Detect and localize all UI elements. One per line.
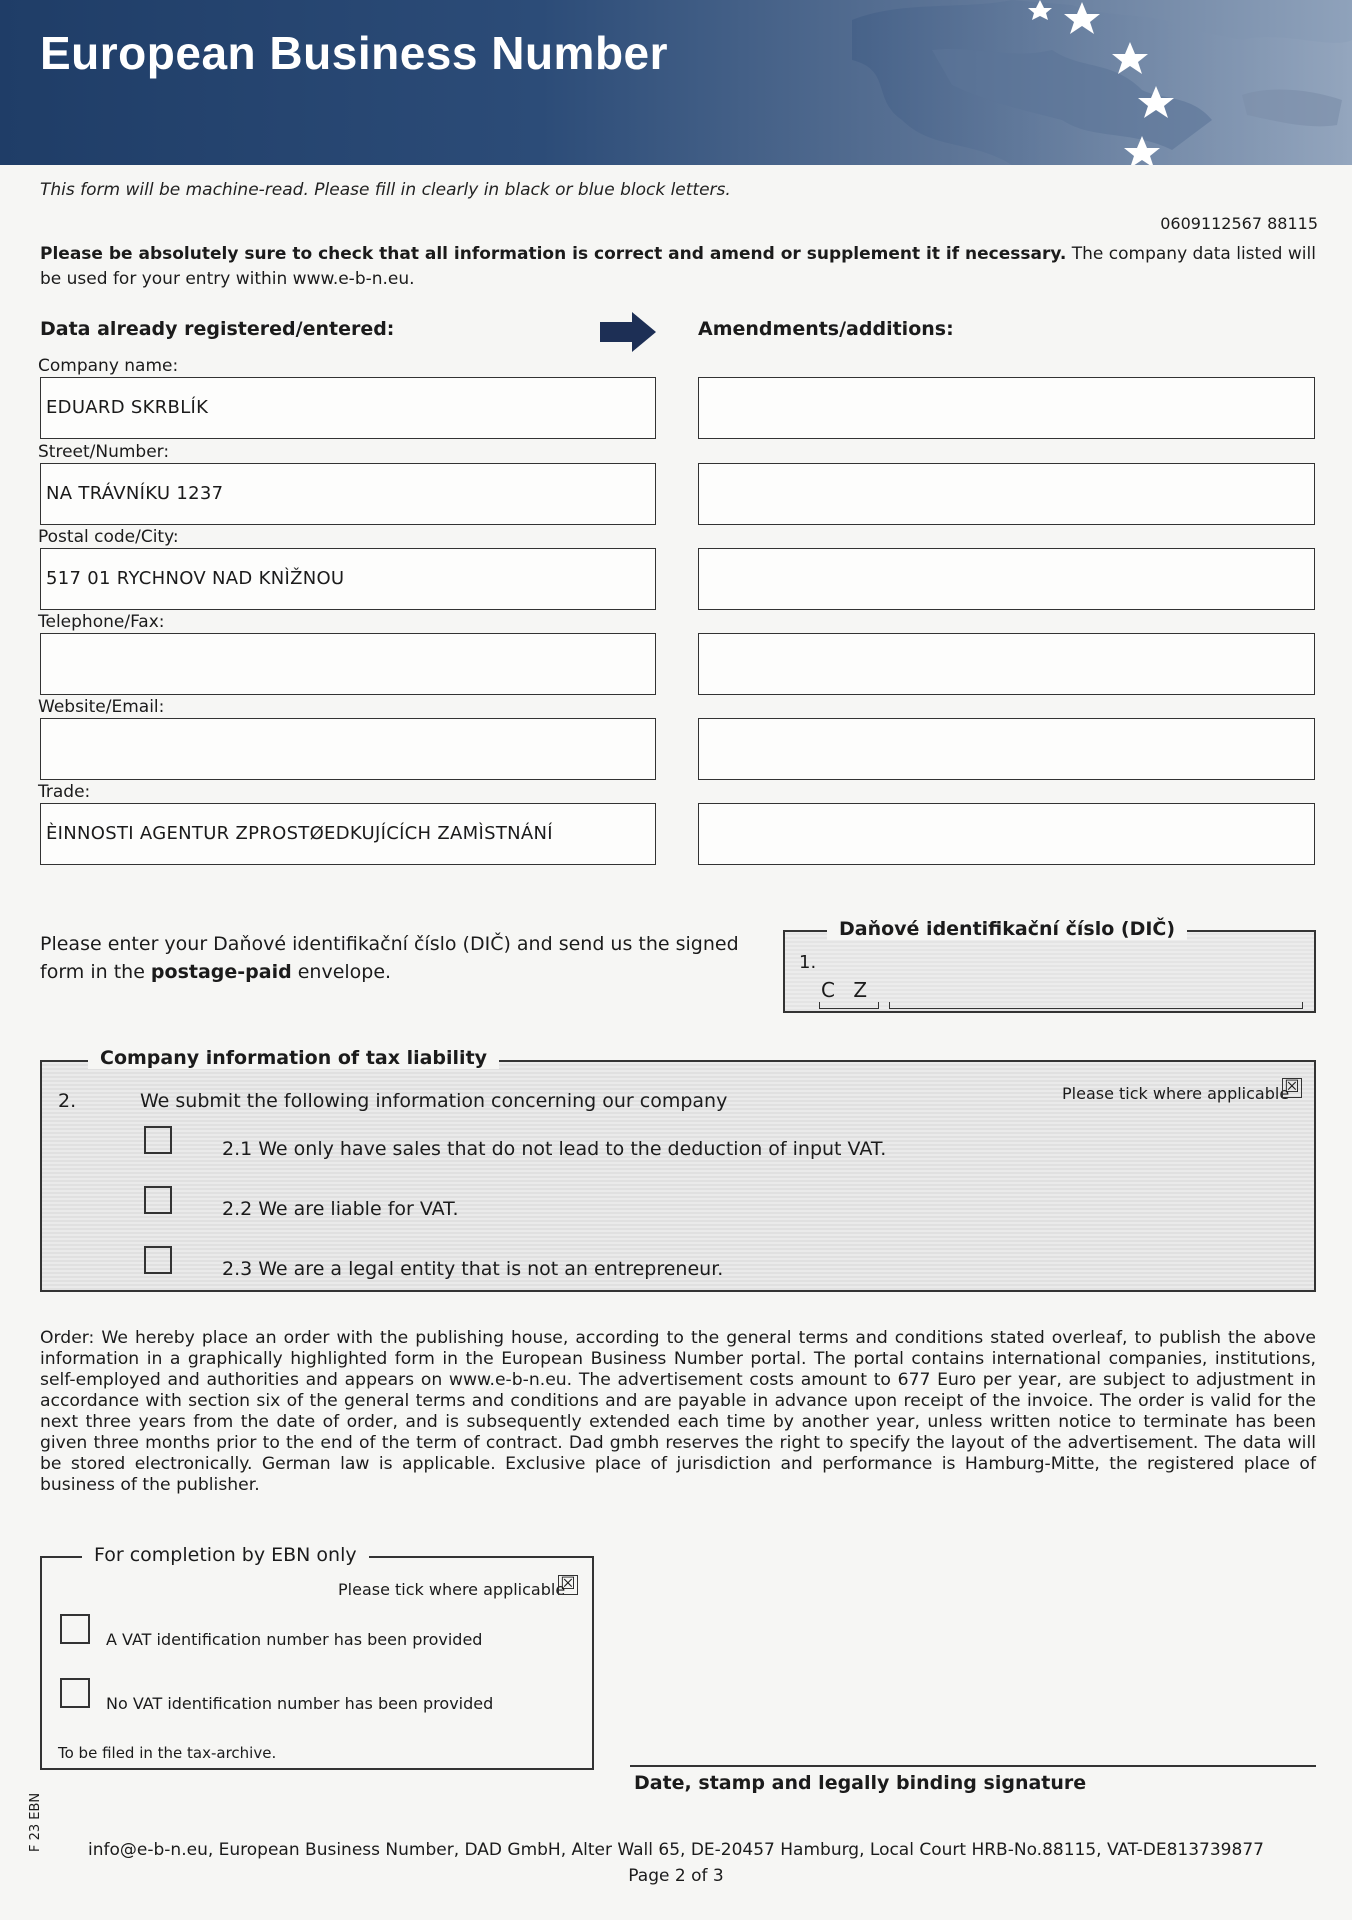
company-name-value: EDUARD SKRBLÍK: [40, 377, 656, 439]
europe-map-graphic: [812, 0, 1352, 165]
telephone-value: [40, 633, 656, 695]
street-value: NA TRÁVNÍKU 1237: [40, 463, 656, 525]
option-2-1-checkbox[interactable]: [144, 1126, 172, 1154]
dic-instruction-part2: envelope.: [291, 961, 392, 983]
street-label: Street/Number:: [38, 442, 170, 462]
option-2-3-checkbox[interactable]: [144, 1246, 172, 1274]
trade-amendment-field[interactable]: [698, 803, 1315, 865]
order-paragraph: Order: We hereby place an order with the publishing house, according to the general terms and conditions stated overleaf, to publish the above information in a graphically highlighted form in the European Business Number portal. The portal contains international companies, institutions, self-employed and authorities and appears on www.e-b-n.eu. The advertisement costs amount to 677 Euro per year, are subject to adjustment in accordance with section six of the general terms and conditions and are payable in advance upon receipt of the invoice. The order is valid for the next three years from the date of order, and is subsequently extended each time by another year, unless written notice to terminate has been given three months prior to the end of the term of contract. Dad gmbh reserves the right to specify the layout of the advertisement. The data will be stored electronically. German law is applicable. Exclusive place of jurisdiction and performance is Hamburg-Mitte, the registered place of business of the publisher.: [40, 1328, 1316, 1495]
tax-section-number: 2.: [58, 1090, 77, 1112]
footer-page-number: Page 2 of 3: [628, 1866, 724, 1886]
website-label: Website/Email:: [38, 697, 165, 717]
dic-instruction: [40, 930, 740, 986]
street-amendment-field[interactable]: [698, 463, 1315, 525]
amendments-heading: Amendments/additions:: [698, 318, 954, 340]
no-vat-checkbox[interactable]: [60, 1678, 90, 1708]
dic-box-title: Daňové identifikační číslo (DIČ): [827, 918, 1187, 940]
ebn-only-box: [40, 1544, 594, 1770]
registered-heading: Data already registered/entered:: [40, 318, 395, 340]
dic-instruction-part1: Please enter your Daňové identifikační číslo (DIČ) and send us the signed form in the: [40, 933, 739, 983]
postal-city-amendment-field[interactable]: [698, 548, 1315, 610]
telephone-label: Telephone/Fax:: [38, 612, 165, 632]
dic-number-input[interactable]: [889, 1002, 1303, 1009]
vat-provided-label: A VAT identification number has been provided: [106, 1630, 483, 1649]
intro-paragraph: [40, 242, 1320, 292]
ebn-tick-example-icon: ☒: [558, 1575, 578, 1595]
tax-tick-note: Please tick where applicable: [1062, 1084, 1290, 1103]
company-name-amendment-field[interactable]: [698, 377, 1315, 439]
dic-box: [783, 918, 1316, 1013]
reference-number: 0609112567 88115: [1160, 214, 1318, 233]
option-2-2-checkbox[interactable]: [144, 1186, 172, 1214]
option-2-3-label: 2.3 We are a legal entity that is not an entrepreneur.: [222, 1258, 724, 1280]
form-code: F 23 EBN: [28, 1792, 43, 1852]
tax-liability-box: [40, 1047, 1316, 1292]
option-2-2-label: 2.2 We are liable for VAT.: [222, 1198, 459, 1220]
signature-line[interactable]: [630, 1765, 1316, 1767]
ebn-tick-note: Please tick where applicable: [338, 1580, 566, 1599]
trade-value: ÈINNOSTI AGENTUR ZPROSTØEDKUJÍCÍCH ZAMÌSTNÁNÍ: [40, 803, 656, 865]
postal-city-label: Postal code/City:: [38, 527, 179, 547]
website-amendment-field[interactable]: [698, 718, 1315, 780]
tick-example-icon: ☒: [1282, 1078, 1302, 1098]
telephone-amendment-field[interactable]: [698, 633, 1315, 695]
archive-note: To be filed in the tax-archive.: [58, 1744, 277, 1762]
dic-instruction-bold: postage-paid: [150, 961, 292, 983]
footer-contact: info@e-b-n.eu, European Business Number, DAD GmbH, Alter Wall 65, DE-20457 Hamburg, Local Court HRB-No.88115, VAT-DE813739877: [88, 1840, 1264, 1860]
machine-read-note: This form will be machine-read. Please fill in clearly in black or blue block letters.: [40, 180, 731, 200]
dic-prefix: C Z: [821, 978, 874, 1002]
option-2-1-label: 2.1 We only have sales that do not lead to the deduction of input VAT.: [222, 1138, 887, 1160]
no-vat-label: No VAT identification number has been provided: [106, 1694, 494, 1713]
trade-label: Trade:: [38, 782, 91, 802]
intro-bold: Please be absolutely sure to check that all information is correct and amend or supplement it if necessary.: [40, 244, 1067, 264]
website-value: [40, 718, 656, 780]
tax-statement: We submit the following information concerning our company: [140, 1090, 728, 1112]
dic-prefix-cells: [819, 1002, 879, 1009]
signature-label: Date, stamp and legally binding signature: [634, 1772, 1087, 1794]
dic-number: 1.: [799, 952, 817, 973]
intro-normal: The company data listed will be used for your entry within www.e-b-n.eu.: [40, 244, 1316, 289]
arrow-right-icon: [598, 310, 658, 354]
tax-liability-title: Company information of tax liability: [88, 1047, 499, 1069]
ebn-only-title: For completion by EBN only: [82, 1544, 369, 1566]
page-title: European Business Number: [40, 27, 669, 79]
vat-provided-checkbox[interactable]: [60, 1614, 90, 1644]
header-banner: [0, 0, 1352, 165]
company-name-label: Company name:: [38, 356, 179, 376]
postal-city-value: 517 01 RYCHNOV NAD KNÌŽNOU: [40, 548, 656, 610]
